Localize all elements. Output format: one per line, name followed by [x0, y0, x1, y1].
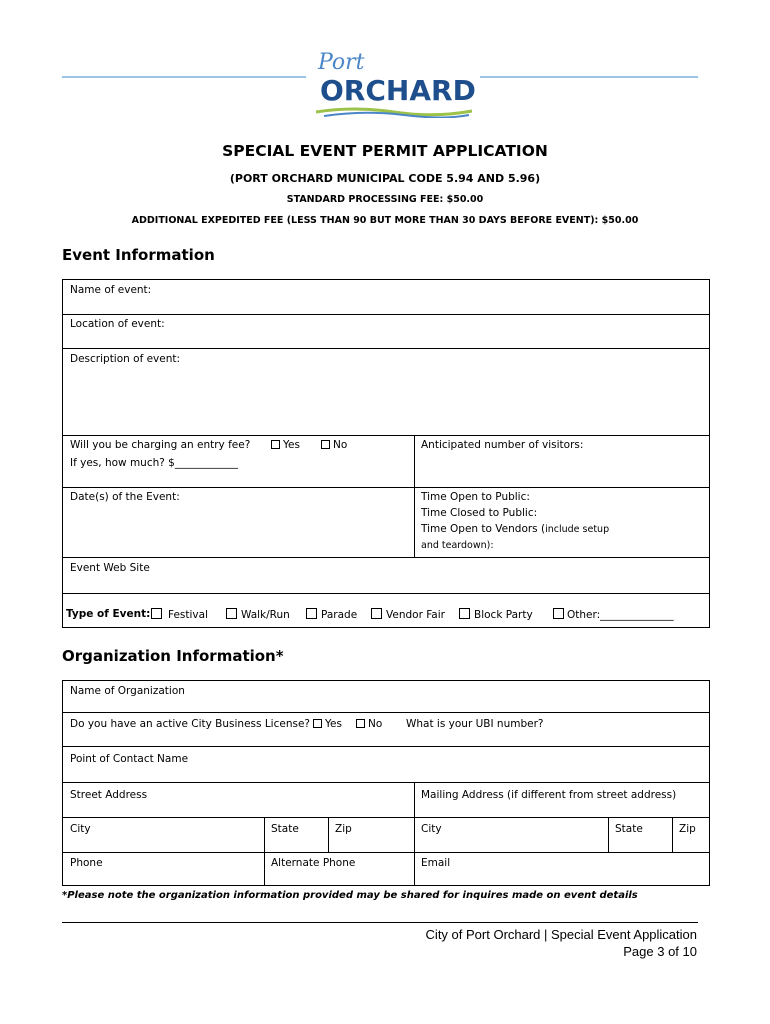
event-name-field[interactable]: Name of event:	[70, 284, 152, 296]
privacy-note: *Please note the organization information provided may be shared for inquires made on event details	[62, 890, 638, 901]
phone-field[interactable]: Phone	[70, 857, 103, 869]
type-other[interactable]: Other:______________	[553, 608, 674, 621]
checkbox-icon[interactable]	[226, 608, 237, 619]
checkbox-icon[interactable]	[321, 440, 330, 449]
event-description-field[interactable]: Description of event:	[70, 353, 181, 365]
page-title: SPECIAL EVENT PERMIT APPLICATION	[222, 142, 548, 160]
time-vendors-field-cont: and teardown):	[421, 540, 494, 551]
footer-rule	[62, 922, 698, 923]
type-vendor-fair[interactable]: Vendor Fair	[371, 608, 445, 621]
mailing-zip-field[interactable]: Zip	[679, 823, 696, 835]
mailing-city-field[interactable]: City	[421, 823, 442, 835]
contact-name-field[interactable]: Point of Contact Name	[70, 753, 189, 765]
entry-fee-question: Will you be charging an entry fee?	[70, 439, 251, 451]
event-type-label: Type of Event:	[66, 608, 151, 620]
processing-fee: STANDARD PROCESSING FEE: $50.00	[286, 194, 484, 205]
email-field[interactable]: Email	[421, 857, 451, 869]
entry-fee-yes[interactable]: Yes	[271, 439, 300, 451]
type-parade[interactable]: Parade	[306, 608, 357, 621]
event-info-table	[62, 279, 710, 628]
logo-wave-icon	[314, 106, 474, 118]
visitors-field[interactable]: Anticipated number of visitors:	[421, 439, 584, 451]
event-info-heading: Event Information	[62, 246, 215, 264]
checkbox-icon[interactable]	[371, 608, 382, 619]
footer-doc-title: City of Port Orchard | Special Event Application	[425, 927, 697, 942]
license-no[interactable]: No	[356, 718, 382, 730]
org-info-heading: Organization Information*	[62, 647, 284, 665]
expedited-fee: ADDITIONAL EXPEDITED FEE (LESS THAN 90 BUT MORE THAN 30 DAYS BEFORE EVENT): $50.00	[131, 215, 639, 226]
event-website-field[interactable]: Event Web Site	[70, 562, 150, 574]
mailing-address-field[interactable]: Mailing Address (if different from street address)	[421, 789, 677, 801]
event-dates-field[interactable]: Date(s) of the Event:	[70, 491, 180, 503]
checkbox-icon[interactable]	[306, 608, 317, 619]
org-info-table	[62, 680, 710, 886]
event-location-field[interactable]: Location of event:	[70, 318, 165, 330]
municipal-code: (PORT ORCHARD MUNICIPAL CODE 5.94 AND 5.96)	[229, 172, 541, 185]
checkbox-icon[interactable]	[313, 719, 322, 728]
street-address-field[interactable]: Street Address	[70, 789, 148, 801]
time-open-field[interactable]: Time Open to Public:	[421, 491, 530, 503]
type-block-party[interactable]: Block Party	[459, 608, 533, 621]
header-rule-left	[62, 76, 306, 78]
type-festival[interactable]: Festival	[151, 608, 208, 621]
footer-page-number: Page 3 of 10	[623, 944, 697, 959]
license-yes[interactable]: Yes	[313, 718, 342, 730]
entry-fee-no[interactable]: No	[321, 439, 347, 451]
checkbox-icon[interactable]	[151, 608, 162, 619]
time-vendors-field[interactable]: Time Open to Vendors (include setup	[421, 523, 610, 535]
city-field[interactable]: City	[70, 823, 91, 835]
type-walk-run[interactable]: Walk/Run	[226, 608, 290, 621]
state-field[interactable]: State	[271, 823, 299, 835]
checkbox-icon[interactable]	[271, 440, 280, 449]
logo-port-text: Port	[318, 50, 365, 75]
logo	[314, 48, 474, 118]
logo-orchard-text: ORCHARD	[320, 74, 476, 107]
header-rule-right	[480, 76, 698, 78]
alt-phone-field[interactable]: Alternate Phone	[271, 857, 356, 869]
business-license-question: Do you have an active City Business License?	[70, 718, 310, 730]
time-closed-field[interactable]: Time Closed to Public:	[421, 507, 538, 519]
checkbox-icon[interactable]	[553, 608, 564, 619]
mailing-state-field[interactable]: State	[615, 823, 643, 835]
ubi-number-field[interactable]: What is your UBI number?	[406, 718, 544, 730]
checkbox-icon[interactable]	[459, 608, 470, 619]
zip-field[interactable]: Zip	[335, 823, 352, 835]
org-name-field[interactable]: Name of Organization	[70, 685, 185, 697]
checkbox-icon[interactable]	[356, 719, 365, 728]
entry-fee-amount[interactable]: If yes, how much? $____________	[70, 457, 238, 469]
